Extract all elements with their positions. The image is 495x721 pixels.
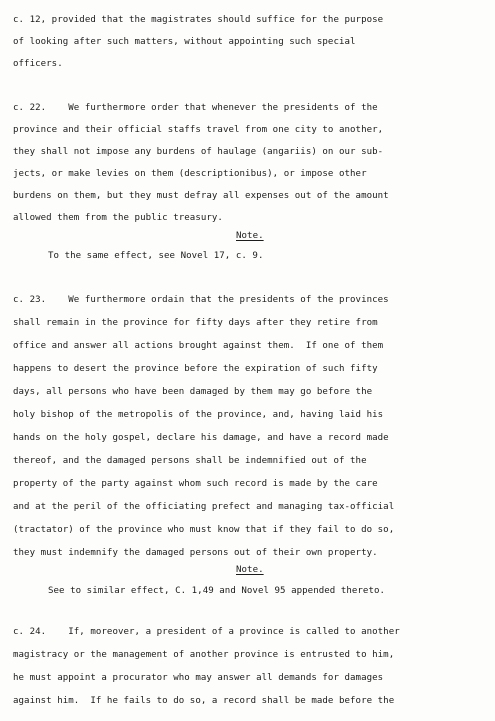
text-line: province and their official staffs travel from one city to another, xyxy=(13,125,384,135)
text-line: jects, or make levies on them (descriptionibus), or impose other xyxy=(13,169,367,179)
text-line: against him. If he fails to do so, a record shall be made before the xyxy=(13,696,395,706)
section-heading-c22: c. 22. We furthermore order that whenever the presidents of the xyxy=(13,103,378,113)
text-line: thereof, and the damaged persons shall be indemnified out of the xyxy=(13,456,367,466)
text-line: c. 12, provided that the magistrates should suffice for the purpose xyxy=(13,15,384,25)
text-line: they shall not impose any burdens of haulage (angariis) on our sub- xyxy=(13,147,384,157)
text-line: happens to desert the province before the expiration of such fifty xyxy=(13,364,378,374)
text-line: they must indemnify the damaged persons out of their own property. xyxy=(13,548,378,558)
text-line: shall remain in the province for fifty days after they retire from xyxy=(13,318,378,328)
section-heading-c24: c. 24. If, moreover, a president of a province is called to another xyxy=(13,627,400,637)
text-line: officers. xyxy=(13,59,63,69)
section-heading-c23: c. 23. We furthermore ordain that the presidents of the provinces xyxy=(13,295,389,305)
text-line: he must appoint a procurator who may answer all demands for damages xyxy=(13,673,384,683)
text-line: and at the peril of the officiating prefect and managing tax-official xyxy=(13,502,395,512)
text-line: office and answer all actions brought against them. If one of them xyxy=(13,341,384,351)
text-line: magistracy or the management of another province is entrusted to him, xyxy=(13,650,395,660)
note-text: To the same effect, see Novel 17, c. 9. xyxy=(48,251,264,261)
note-heading: Note. xyxy=(236,565,264,575)
text-line: hands on the holy gospel, declare his damage, and have a record made xyxy=(13,433,389,443)
text-line: holy bishop of the metropolis of the province, and, having laid his xyxy=(13,410,384,420)
text-line: property of the party against whom such record is made by the care xyxy=(13,479,378,489)
text-line: allowed them from the public treasury. xyxy=(13,213,223,223)
note-text: See to similar effect, C. 1,49 and Novel 95 appended thereto. xyxy=(48,586,386,596)
text-line: of looking after such matters, without appointing such special xyxy=(13,37,356,47)
text-line: burdens on them, but they must defray all expenses out of the amount xyxy=(13,191,389,201)
text-line: days, all persons who have been damaged by them may go before the xyxy=(13,387,373,397)
text-line: (tractator) of the province who must know that if they fail to do so, xyxy=(13,525,395,535)
note-heading: Note. xyxy=(236,231,264,241)
